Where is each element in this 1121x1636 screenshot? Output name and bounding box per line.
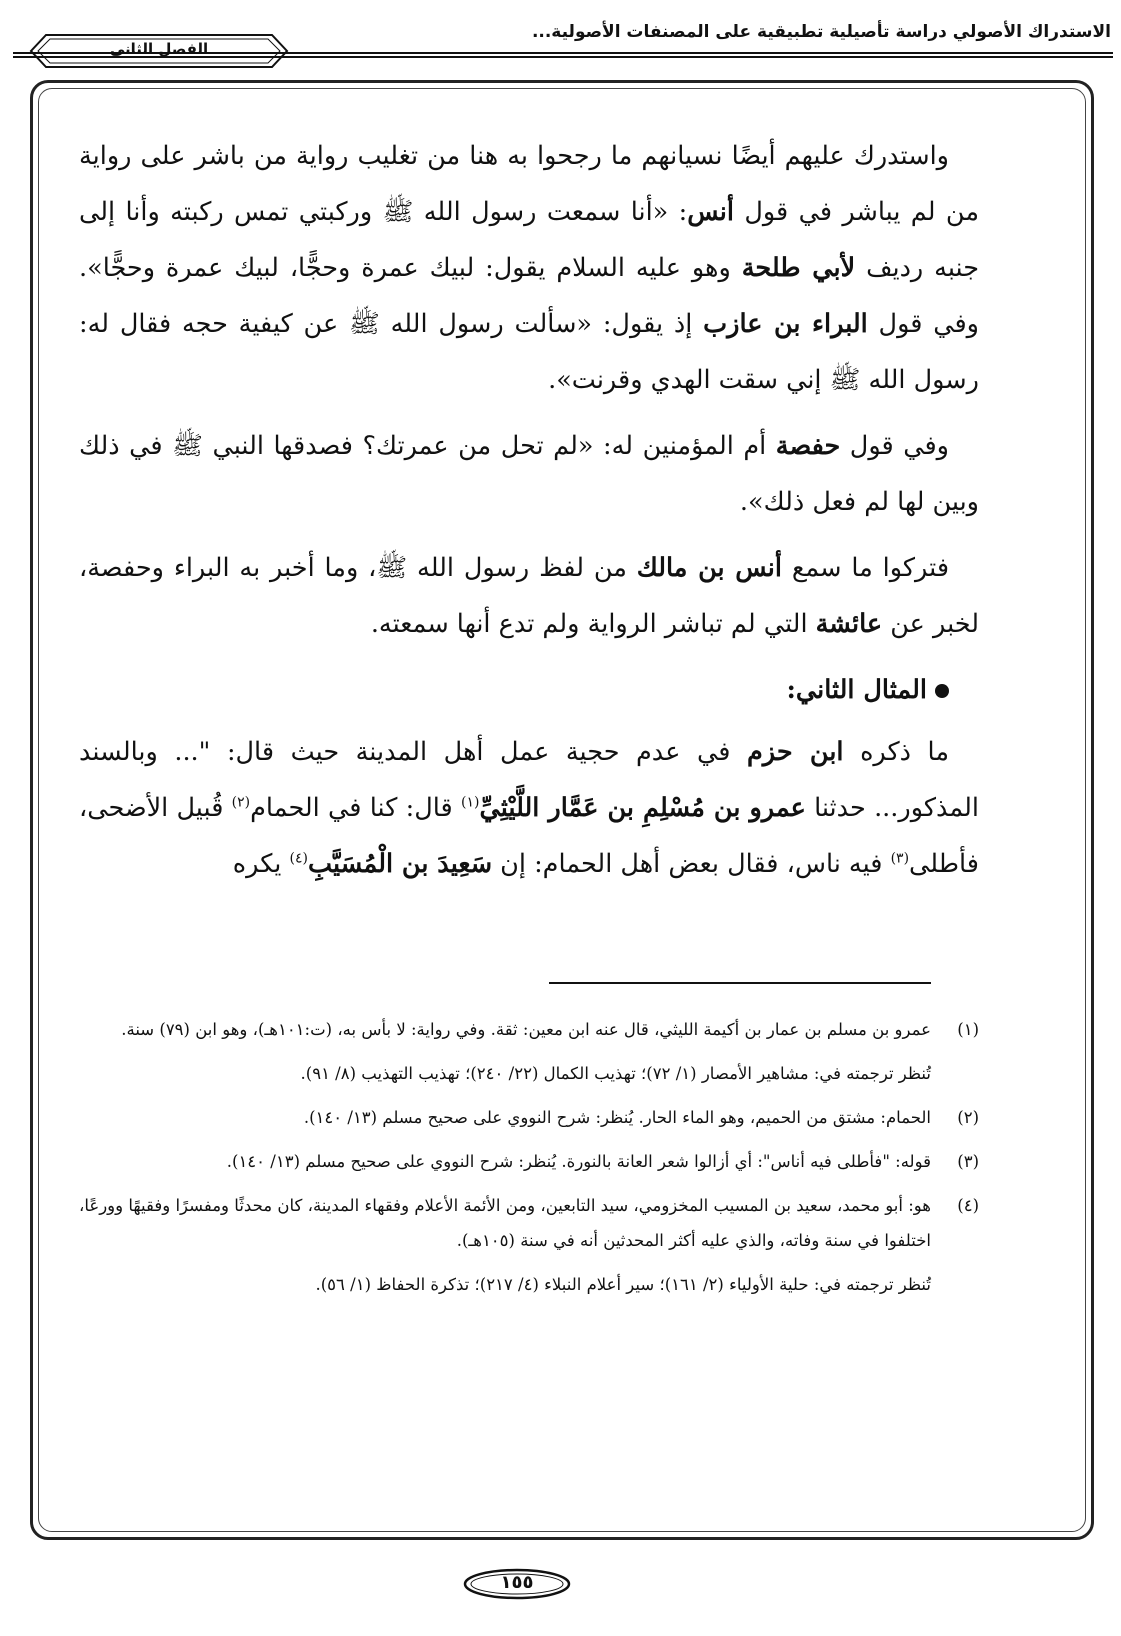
text-run: في عدم حجية عمل أهل المدينة حيث قال: "... وبالسند المذكور... حدثنا [79, 737, 979, 823]
text-run: يكره [232, 849, 290, 879]
text-run: قُبيل الأضحى، فأطلى [79, 793, 979, 879]
footnote-1 [79, 1012, 979, 1047]
page-number: ١٥٥ [500, 1572, 534, 1593]
text-run: واستدرك عليهم أيضًا نسيانهم ما رجحوا به هنا من تغليب رواية من باشر على رواية من لم يباشر في قول [79, 141, 979, 227]
footnote-text: عمرو بن مسلم بن عمار بن أكيمة الليثي، قال عنه ابن معين: ثقة. وفي رواية: لا بأس به، (ت:١٠١هـ)، وهو ابن (٧٩) سنة. [121, 1020, 931, 1039]
text-run: إذ يقول: «سألت رسول الله ﷺ عن كيفية حجه فقال له: رسول الله ﷺ إني سقت الهدي وقرنت». [79, 309, 979, 395]
footnote-separator [549, 982, 931, 984]
name-aisha: عائشة [815, 609, 883, 639]
name-abu-talha: لأبي طلحة [741, 253, 856, 283]
text-run: قال: كنا في الحمام [250, 793, 461, 823]
footnote-text: الحمام: مشتق من الحميم، وهو الماء الحار. يُنظر: شرح النووي على صحيح مسلم (١٣/ ١٤٠). [303, 1108, 931, 1127]
text-run: ما ذكره [843, 737, 949, 767]
footnote-number: (٢) [957, 1108, 979, 1127]
text-run: وهو عليه السلام يقول: لبيك عمرة وحجًّا، لبيك عمرة وحجًّا». وفي قول [79, 253, 979, 339]
footnote-ref-4[interactable]: (٤) [289, 850, 308, 867]
chapter-tag [28, 32, 290, 70]
footnote-number: (٣) [957, 1152, 979, 1171]
name-ibn-hazm: ابن حزم [746, 737, 844, 767]
main-text [79, 128, 979, 902]
heading-text: المثال الثاني: [786, 675, 927, 705]
text-run: وفي قول [840, 431, 949, 461]
footnote-number: (٤) [957, 1196, 979, 1215]
footnote-source: تُنظر ترجمته في: مشاهير الأمصار (١/ ٧٢)؛ تهذيب الكمال (٢٢/ ٢٤٠)؛ تهذيب التهذيب (٨/ ٩١). [300, 1064, 931, 1083]
page-number-badge [462, 1567, 572, 1601]
running-header-title: الاستدراك الأصولي دراسة تأصيلية تطبيقية على المصنفات الأصولية... [531, 22, 1111, 42]
text-run: فتركوا ما سمع [781, 553, 950, 583]
name-anas-bin-malik: أنس بن مالك [636, 553, 782, 583]
text-run: فيه ناس، فقال بعض أهل الحمام: إن [492, 849, 891, 879]
paragraph-4 [79, 724, 979, 892]
chapter-label: الفصل الثاني [109, 40, 209, 58]
bullet-icon [935, 684, 949, 698]
footnote-ref-1[interactable]: (١) [460, 794, 480, 811]
footnote-number: (١) [957, 1020, 979, 1039]
footnote-ref-2[interactable]: (٢) [231, 794, 251, 811]
text-run: : «أنا سمعت رسول الله ﷺ وركبتي تمس ركبته وأنا إلى جنبه رديف [79, 197, 979, 283]
text-run: من لفظ رسول الله ﷺ، وما أخبر به البراء وحفصة، لخبر عن [79, 553, 979, 639]
paragraph-2 [79, 418, 979, 530]
name-amr-bin-muslim: عمرو بن مُسْلِمِ بن عَمَّار اللَّيْثِيِّ [479, 793, 806, 823]
paragraph-1 [79, 128, 979, 408]
footnote-ref-3[interactable]: (٣) [890, 850, 910, 867]
text-run: أم المؤمنين له: «لم تحل من عمرتك؟ فصدقها النبي ﷺ في ذلك وبين لها لم فعل ذلك». [79, 431, 979, 517]
name-hafsa: حفصة [775, 431, 841, 461]
header-rule [13, 52, 1113, 58]
footnote-text: قوله: "فأطلى فيه أناس": أي أزالوا شعر العانة بالنورة. يُنظر: شرح النووي على صحيح مسلم (١٣/ ١٤٠). [226, 1152, 931, 1171]
name-bara: البراء بن عازب [703, 309, 868, 339]
footnote-source: تُنظر ترجمته في: حلية الأولياء (٢/ ١٦١)؛ سير أعلام النبلاء (٤/ ٢١٧)؛ تذكرة الحفاظ (١/ ٥٦). [315, 1275, 931, 1294]
section-heading [79, 662, 979, 718]
footnote-4 [79, 1188, 979, 1258]
name-said-bin-musayyib: سَعِيدَ بن الْمُسَيَّبِ [307, 849, 493, 879]
paragraph-3 [79, 540, 979, 652]
text-run: التي لم تباشر الرواية ولم تدع أنها سمعته. [370, 609, 816, 639]
footnotes [79, 1012, 979, 1311]
footnote-2 [79, 1100, 979, 1135]
footnote-text: هو: أبو محمد، سعيد بن المسيب المخزومي، سيد التابعين، ومن الأئمة الأعلام وفقهاء المدينة، كان محدثًا ومفسرًا وفقيهًا وورعًا، اختلفوا في سنة وفاته، والذي عليه أكثر المحدثين أنه في سنة (١٠٥هـ). [79, 1196, 931, 1250]
footnote-3 [79, 1144, 979, 1179]
name-anas: أنس [687, 197, 734, 227]
